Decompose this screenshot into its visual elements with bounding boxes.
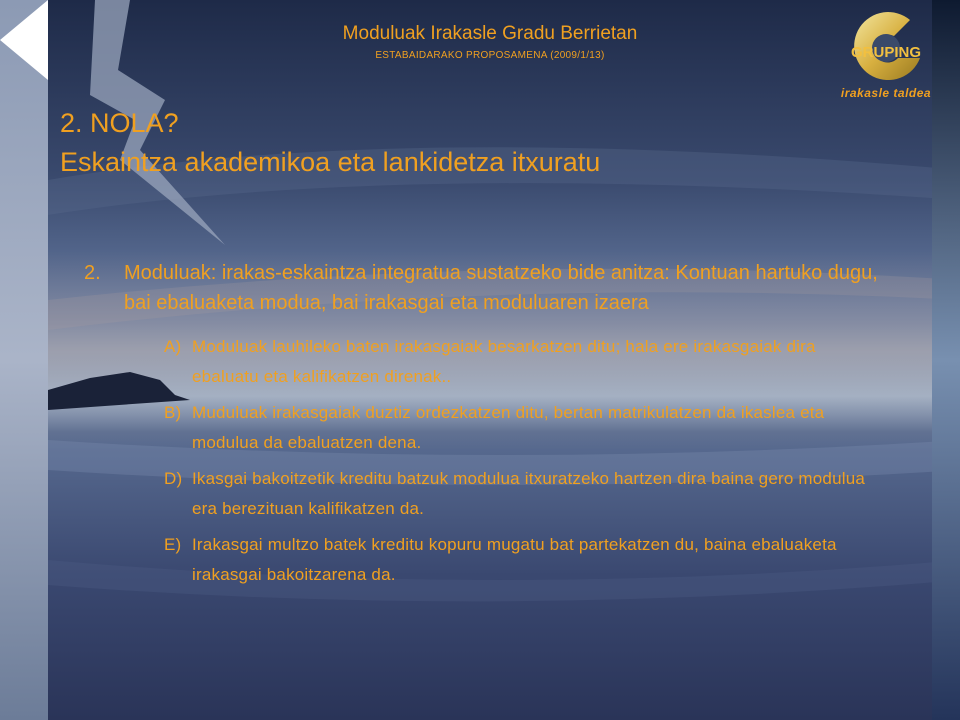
main-point — [84, 258, 884, 318]
option-label: D) — [164, 469, 183, 488]
option-item — [84, 530, 884, 590]
logo-name: GRUPING — [850, 44, 921, 61]
option-text: Ikasgai bakoitzetik kreditu batzuk modulua itxuratzeko hartzen dira baina gero modulua era berezituan kalifikatzen da. — [192, 469, 866, 518]
option-label: A) — [164, 337, 182, 356]
option-text: Muduluak irakasgaiak duztiz ordezkatzen ditu, bertan matrikulatzen da ikaslea eta modulua da ebaluatzen dena. — [192, 403, 825, 452]
main-point-text: Moduluak: irakas-eskaintza integratua sustatzeko bide anitza: Kontuan hartuko dugu, bai ebaluaketa modua, bai irakasgai eta moduluaren izaera — [124, 262, 878, 314]
right-strip — [932, 0, 960, 720]
main-point-number: 2. — [84, 262, 101, 284]
header-subtitle: ESTABAIDARAKO PROPOSAMENA (2009/1/13) — [375, 50, 605, 61]
heading-line-1: 2. NOLA? — [60, 108, 179, 138]
option-label: B) — [164, 403, 182, 422]
logo-tagline: irakasle taldea — [840, 86, 932, 100]
option-item — [84, 398, 884, 458]
left-strip — [0, 0, 48, 720]
option-text: Irakasgai multzo batek kreditu kopuru mugatu bat partekatzen du, baina ebaluaketa irakasgai bakoitzarena da. — [192, 535, 837, 584]
option-label: E) — [164, 535, 182, 554]
header-title: Moduluak Irakasle Gradu Berrietan — [342, 23, 638, 44]
option-item — [84, 464, 884, 524]
slide-content — [84, 258, 884, 596]
heading-line-2: Eskaintza akademikoa eta lankidetza itxuratu — [60, 147, 601, 177]
gruping-logo — [822, 6, 950, 102]
option-text: Moduluak lauhileko baten irakasgaiak besarkatzen ditu; hala ere irakasgaiak dira ebaluatu eta kalifikatzen direnak.. — [192, 337, 816, 386]
slide-heading — [60, 104, 600, 182]
option-item — [84, 332, 884, 392]
